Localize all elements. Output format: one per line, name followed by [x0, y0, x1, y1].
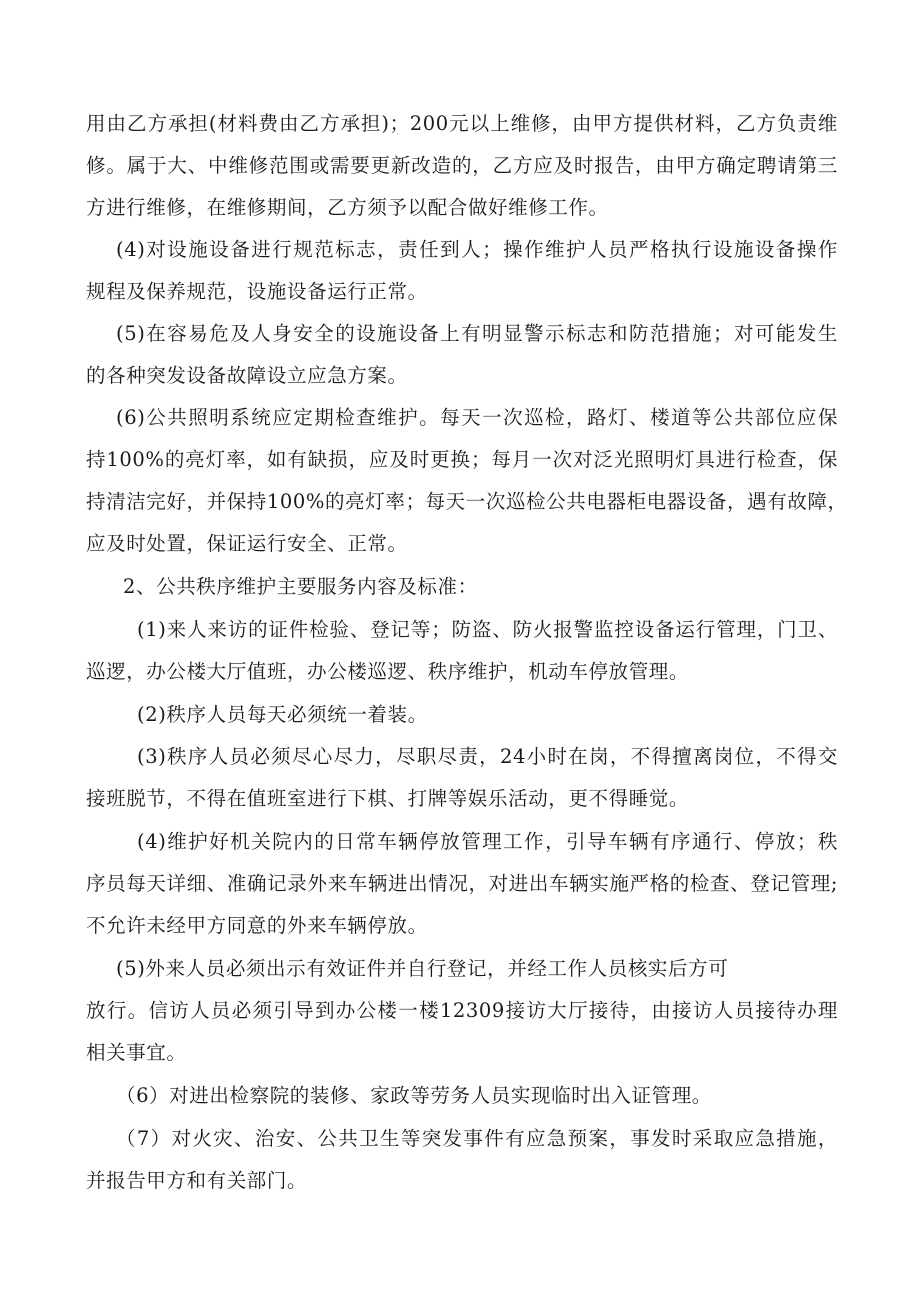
text-line: (1)来人来访的证件检验、登记等；防盗、防火报警监控设备运行管理，门卫、 [137, 618, 838, 641]
text-line: 修。属于大、中维修范围或需要更新改造的，乙方应及时报告，由甲方确定聘请第三 [86, 154, 838, 177]
text-line: （6）对进出检察院的装修、家政等劳务人员实现临时出入证管理。 [116, 1084, 712, 1107]
text-line: (6)公共照明系统应定期检查维护。每天一次巡检，路灯、楼道等公共部位应保 [116, 406, 838, 429]
text-line: 持清洁完好，并保持100%的亮灯率；每天一次巡检公共电器柜电器设备，遇有故障， [86, 490, 848, 513]
text-line: (5)在容易危及人身安全的设施设备上有明显警示标志和防范措施；对可能发生 [116, 322, 838, 345]
text-line: 用由乙方承担(材料费由乙方承担)；200元以上维修，由甲方提供材料，乙方负责维 [86, 112, 838, 135]
text-line: 并报告甲方和有关部门。 [86, 1169, 308, 1192]
text-line: 持100%的亮灯率，如有缺损，应及时更换；每月一次对泛光照明灯具进行检查，保 [86, 448, 838, 471]
text-line: 规程及保养规范，设施设备运行正常。 [86, 280, 428, 303]
text-line: 巡逻，办公楼大厅值班，办公楼巡逻、秩序维护，机动车停放管理。 [86, 660, 690, 683]
text-line: 的各种突发设备故障设立应急方案。 [86, 364, 408, 387]
text-line: 接班脱节，不得在值班室进行下棋、打牌等娱乐活动，更不得睡觉。 [86, 787, 690, 810]
text-line: 放行。信访人员必须引导到办公楼一楼12309接访大厅接待，由接访人员接待办理 [86, 999, 838, 1022]
text-line: 方进行维修，在维修期间，乙方须予以配合做好维修工作。 [86, 196, 609, 219]
text-line: (4)维护好机关院内的日常车辆停放管理工作，引导车辆有序通行、停放；秩 [137, 830, 838, 853]
text-line: （7）对火灾、治安、公共卫生等突发事件有应急预案，事发时采取应急措施， [116, 1127, 838, 1150]
text-line: 相关事宜。 [86, 1041, 187, 1064]
text-line: (5)外来人员必须出示有效证件并自行登记，并经工作人员核实后方可 [116, 957, 729, 980]
text-line: (2)秩序人员每天必须统一着装。 [137, 703, 428, 726]
text-line: 序员每天详细、准确记录外来车辆进出情况，对进出车辆实施严格的检查、登记管理; [86, 872, 838, 895]
text-line: 应及时处置，保证运行安全、正常。 [86, 532, 408, 555]
section-heading: 2、公共秩序维护主要服务内容及标准： [123, 575, 478, 598]
text-line: (4)对设施设备进行规范标志，责任到人；操作维护人员严格执行设施设备操作 [116, 238, 838, 261]
text-line: 不允许未经甲方同意的外来车辆停放。 [86, 914, 428, 937]
text-line: (3)秩序人员必须尽心尽力，尽职尽责，24小时在岗，不得擅离岗位，不得交 [137, 745, 838, 768]
